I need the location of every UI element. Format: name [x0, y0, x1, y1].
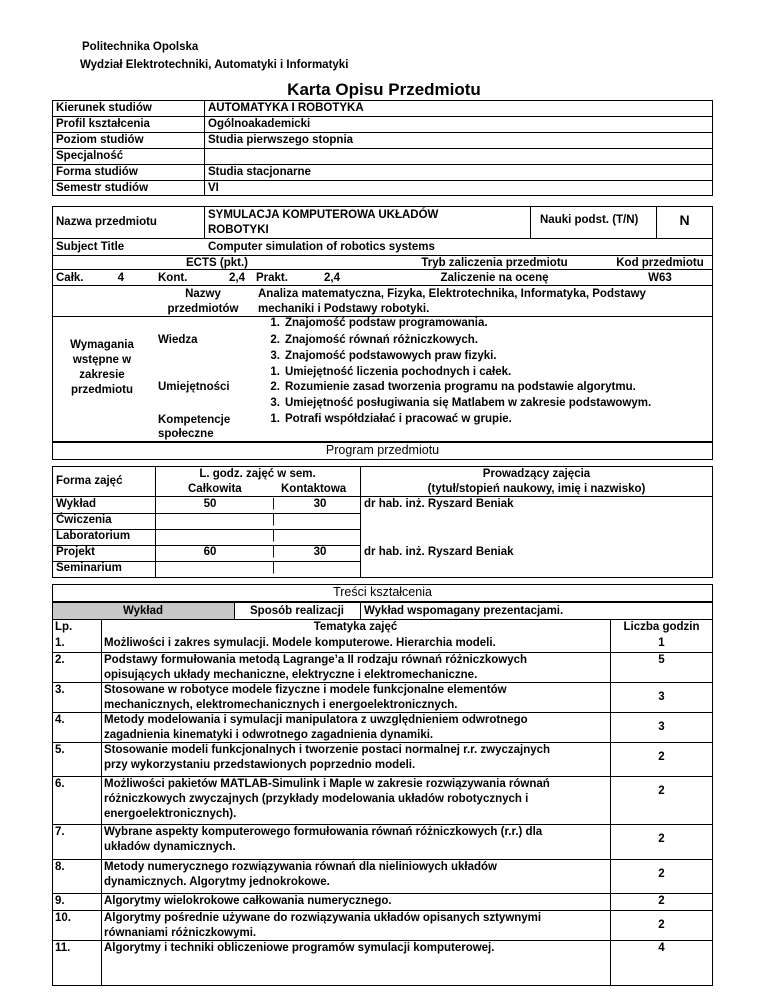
- umiejetnosci-number: 3.: [270, 397, 280, 409]
- tresci-row-hours: 2: [658, 919, 665, 931]
- tresci-row-text: mechanicznych, elektromechanicznych i energoelektronicznych.: [104, 699, 458, 711]
- tresci-row-hours: 4: [658, 942, 665, 954]
- kod-value: W63: [648, 272, 672, 284]
- program-row-name: Wykład: [56, 498, 97, 510]
- tresci-row-text: Algorytmy pośrednie używane do rozwiązywania układów opisanych sztywnymi: [104, 912, 542, 924]
- program-row-total: 60: [203, 546, 217, 558]
- tresci-row-lp: 5.: [55, 744, 65, 756]
- tresci-row-text: równaniami różniczkowymi.: [104, 927, 257, 939]
- umiejetnosci-item: Umiejętność liczenia pochodnych i całek.: [285, 366, 512, 378]
- info-row-divider: [52, 164, 713, 165]
- umiejetnosci-label: Umiejętności: [158, 381, 230, 393]
- tresci-row-text: Metody modelowania i symulacji manipulatora z uwzględnieniem odwrotnego: [104, 714, 528, 726]
- page-title: Karta Opisu Przedmiotu: [287, 80, 481, 99]
- program-row-name: Projekt: [56, 546, 95, 558]
- tresci-row-text: energoelektronicznych).: [104, 808, 237, 820]
- tresci-row-text: układów dynamicznych.: [104, 841, 236, 853]
- info-label: Kierunek studiów: [56, 102, 152, 114]
- tresci-row-text: dynamicznych. Algorytmy jednokrokowe.: [104, 876, 330, 888]
- prereq-label-4: przedmiotu: [71, 384, 133, 396]
- prereq-label-2: wstępne w: [72, 354, 132, 366]
- info-label: Forma studiów: [56, 166, 138, 178]
- info-label: Semestr studiów: [56, 182, 149, 194]
- umiejetnosci-number: 2.: [270, 381, 280, 393]
- info-value: Studia pierwszego stopnia: [208, 134, 354, 146]
- wiedza-number: 3.: [270, 350, 280, 362]
- tresci-title: Treści kształcenia: [333, 585, 432, 599]
- tresci-row-lp: 7.: [55, 826, 65, 838]
- nazwy-label-2: przedmiotów: [167, 303, 239, 315]
- kont-value: 2,4: [229, 272, 245, 284]
- tresci-row-text: Stosowane w robotyce modele fizyczne i modele funkcjonalne elementów: [104, 684, 507, 696]
- program-row-teacher: dr hab. inż. Ryszard Beniak: [364, 546, 514, 558]
- program-row-contact: 30: [313, 498, 327, 510]
- tresci-row-text: przy wykorzystaniu przedstawionych poprzednio modeli.: [104, 759, 416, 771]
- sposob-value: Wykład wspomagany prezentacjami.: [364, 605, 564, 617]
- tresci-row-text: Stosowanie modeli funkcjonalnych i tworzenie postaci normalnej r.r. zwyczajnych: [104, 744, 551, 756]
- program-row-separator: |: [272, 562, 275, 574]
- tresci-row-lp: 11.: [55, 942, 71, 954]
- program-row-name: Seminarium: [56, 562, 122, 574]
- info-label: Profil kształcenia: [56, 118, 150, 130]
- prereq-label-3: zakresie: [79, 369, 125, 381]
- tresci-row-lp: 4.: [55, 714, 65, 726]
- wiedza-item: Znajomość podstaw programowania.: [285, 317, 488, 329]
- program-row-name: Laboratorium: [56, 530, 131, 542]
- kompetencje-number: 1.: [270, 413, 280, 425]
- subject-title-value: Computer simulation of robotics systems: [208, 241, 435, 253]
- tresci-row-hours: 2: [658, 751, 665, 763]
- prakt-value: 2,4: [324, 272, 340, 284]
- program-row-separator: |: [272, 498, 275, 510]
- kod-label: Kod przedmiotu: [616, 257, 704, 269]
- kompetencje-item: Potrafi współdziałać i pracować w grupie.: [285, 413, 512, 425]
- program-row-separator: |: [272, 530, 275, 542]
- tresci-row-lp: 6.: [55, 778, 65, 790]
- tresci-row-hours: 5: [658, 654, 665, 666]
- ects-label: ECTS (pkt.): [186, 257, 248, 269]
- prowadzacy-label-1: Prowadzący zajęcia: [482, 468, 591, 480]
- tresci-row-text: Algorytmy i techniki obliczeniowe programów symulacji komputerowej.: [104, 942, 495, 954]
- umiejetnosci-number: 1.: [270, 366, 280, 378]
- info-row-divider: [52, 148, 713, 149]
- tresci-row-text: Podstawy formułowania metodą Lagrange’a II rodzaju równań różniczkowych: [104, 654, 528, 666]
- calk-label: Całk.: [56, 272, 84, 284]
- tresci-row-lp: 8.: [55, 861, 65, 873]
- wiedza-label: Wiedza: [158, 334, 198, 346]
- info-value: Ogólnoakademicki: [208, 118, 311, 130]
- info-value: Studia stacjonarne: [208, 166, 311, 178]
- tresci-row-text: Możliwości i zakres symulacji. Modele komputerowe. Hierarchia modeli.: [104, 637, 496, 649]
- prakt-label: Prakt.: [256, 272, 288, 284]
- nazwy-line1: Analiza matematyczna, Fizyka, Elektrotechnika, Informatyka, Podstawy: [258, 288, 646, 300]
- info-row-divider: [52, 132, 713, 133]
- tresci-row-hours: 2: [658, 868, 665, 880]
- kont-label: Kont.: [158, 272, 188, 284]
- forma-zajec-label: Forma zajęć: [56, 475, 123, 487]
- tresci-row-text: Możliwości pakietów MATLAB-Simulink i Maple w zakresie rozwiązywania równań: [104, 778, 550, 790]
- tresci-row-hours: 2: [658, 895, 665, 907]
- wiedza-number: 1.: [270, 317, 280, 329]
- umiejetnosci-item: Rozumienie zasad tworzenia programu na podstawie algorytmu.: [285, 381, 636, 393]
- calk-value: 4: [117, 272, 124, 284]
- nauki-label: Nauki podst. (T/N): [540, 214, 639, 226]
- tresci-row-text: różniczkowych zwyczajnych (przykłady modelowania układów robotycznych i: [104, 793, 529, 805]
- program-row-teacher: dr hab. inż. Ryszard Beniak: [364, 498, 514, 510]
- tresci-type-label: Wykład: [122, 605, 164, 617]
- tresci-row-lp: 3.: [55, 684, 65, 696]
- wiedza-number: 2.: [270, 334, 280, 346]
- tresci-row-text: zagadnienia kinematyki i odwrotnego zagadnienia dynamiki.: [104, 729, 434, 741]
- nazwy-line2: mechaniki i Podstawy robotyki.: [258, 303, 430, 315]
- lp-label: Lp.: [55, 621, 73, 633]
- subject-name-line2: ROBOTYKI: [208, 224, 269, 236]
- calkowita-label: Całkowita: [188, 483, 242, 495]
- tryb-label: Tryb zaliczenia przedmiotu: [421, 257, 568, 269]
- tresci-row-text: Algorytmy wielokrokowe całkowania numerycznego.: [104, 895, 392, 907]
- kompetencje-label-2: społeczne: [158, 428, 214, 440]
- info-label: Specjalność: [56, 150, 124, 162]
- liczba-godzin-label: Liczba godzin: [623, 621, 700, 633]
- tematyka-label: Tematyka zajęć: [313, 621, 398, 633]
- info-value: AUTOMATYKA I ROBOTYKA: [208, 102, 364, 114]
- program-row-separator: |: [272, 546, 275, 558]
- kompetencje-label-1: Kompetencje: [158, 414, 231, 426]
- program-title: Program przedmiotu: [325, 443, 440, 457]
- tresci-row-hours: 1: [658, 637, 665, 649]
- tresci-row-hours: 3: [658, 721, 665, 733]
- subject-name-label: Nazwa przedmiotu: [56, 216, 157, 228]
- nauki-value: N: [679, 212, 690, 228]
- prereq-label-1: Wymagania: [70, 339, 134, 351]
- wiedza-item: Znajomość podstawowych praw fizyki.: [285, 350, 497, 362]
- kontaktowa-label: Kontaktowa: [281, 483, 347, 495]
- program-row-total: 50: [203, 498, 217, 510]
- wiedza-item: Znajomość równań różniczkowych.: [285, 334, 478, 346]
- tresci-row-hours: 3: [658, 691, 665, 703]
- faculty-name: Wydział Elektrotechniki, Automatyki i Informatyki: [80, 59, 349, 71]
- program-row-separator: |: [272, 514, 275, 526]
- prowadzacy-label-2: (tytuł/stopień naukowy, imię i nazwisko): [427, 483, 646, 495]
- program-row-name: Ćwiczenia: [56, 514, 112, 526]
- tresci-row-hours: 2: [658, 785, 665, 797]
- tresci-row-lp: 10.: [55, 912, 71, 924]
- tresci-row-lp: 9.: [55, 895, 65, 907]
- nazwy-label-1: Nazwy: [185, 288, 221, 300]
- tresci-row-lp: 1.: [55, 637, 65, 649]
- hours-label: L. godz. zajęć w sem.: [199, 468, 316, 480]
- info-value: VI: [208, 182, 219, 194]
- info-row-divider: [52, 116, 713, 117]
- program-row-contact: 30: [313, 546, 327, 558]
- subject-title-label: Subject Title: [56, 241, 125, 253]
- subject-name-line1: SYMULACJA KOMPUTEROWA UKŁADÓW: [208, 209, 439, 221]
- tresci-row-text: opisujących układy mechaniczne, elektryczne i elektromechaniczne.: [104, 669, 478, 681]
- info-label: Poziom studiów: [56, 134, 144, 146]
- sposob-label: Sposób realizacji: [250, 605, 344, 617]
- tresci-row-text: Wybrane aspekty komputerowego formułowania równań różniczkowych (r.r.) dla: [104, 826, 543, 838]
- umiejetnosci-item: Umiejętność posługiwania się Matlabem w zakresie podstawowym.: [285, 397, 652, 409]
- tryb-value: Zaliczenie na ocenę: [440, 272, 549, 284]
- info-row-divider: [52, 180, 713, 181]
- university-name: Politechnika Opolska: [82, 41, 199, 53]
- tresci-row-text: Metody numerycznego rozwiązywania równań dla nieliniowych układów: [104, 861, 497, 873]
- tresci-row-hours: 2: [658, 833, 665, 845]
- tresci-row-lp: 2.: [55, 654, 65, 666]
